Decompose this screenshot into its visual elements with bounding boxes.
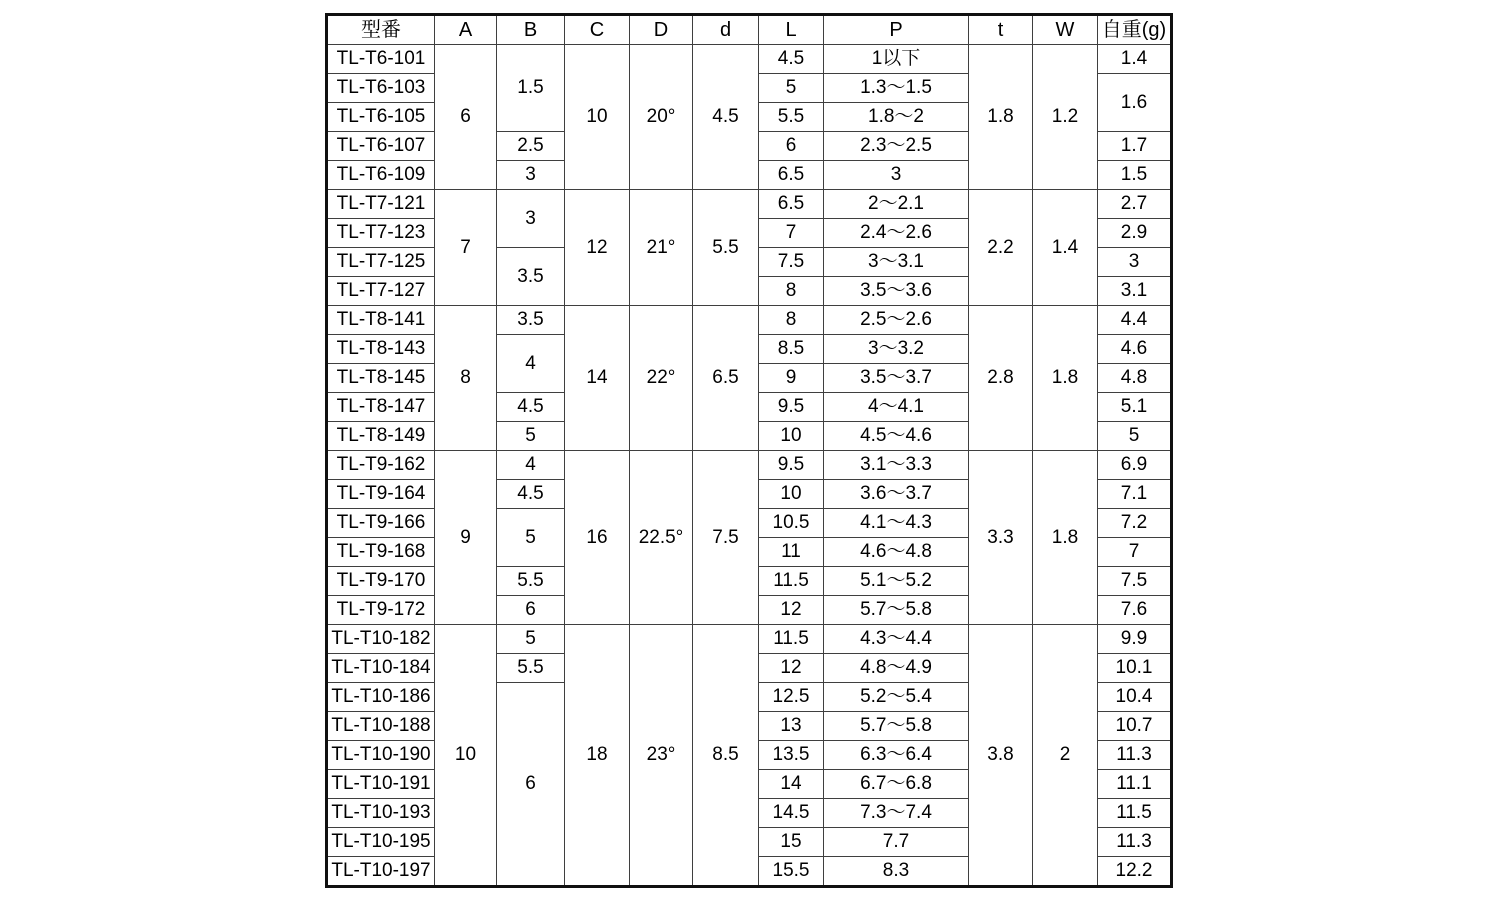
cell-W: 2 (1033, 625, 1098, 887)
cell-P: 1以下 (824, 45, 969, 74)
col-header-model: 型番 (327, 15, 435, 45)
cell-model: TL-T6-105 (327, 103, 435, 132)
cell-model: TL-T10-184 (327, 654, 435, 683)
cell-B: 4 (497, 335, 565, 393)
cell-model: TL-T6-103 (327, 74, 435, 103)
cell-weight: 5.1 (1098, 393, 1172, 422)
cell-B: 6 (497, 596, 565, 625)
cell-model: TL-T8-143 (327, 335, 435, 364)
cell-model: TL-T10-197 (327, 857, 435, 887)
cell-model: TL-T8-141 (327, 306, 435, 335)
cell-L: 7 (759, 219, 824, 248)
cell-B: 5.5 (497, 654, 565, 683)
cell-t: 2.2 (969, 190, 1033, 306)
cell-L: 11 (759, 538, 824, 567)
cell-t: 1.8 (969, 45, 1033, 190)
cell-P: 4.5～4.6 (824, 422, 969, 451)
table-row (327, 45, 1172, 74)
cell-model: TL-T7-127 (327, 277, 435, 306)
cell-L: 9.5 (759, 451, 824, 480)
cell-weight: 1.4 (1098, 45, 1172, 74)
cell-model: TL-T7-123 (327, 219, 435, 248)
cell-model: TL-T7-125 (327, 248, 435, 277)
cell-d: 6.5 (693, 306, 759, 451)
cell-W: 1.2 (1033, 45, 1098, 190)
col-header-D: D (630, 15, 693, 45)
cell-P: 4.3～4.4 (824, 625, 969, 654)
cell-P: 3 (824, 161, 969, 190)
cell-L: 5 (759, 74, 824, 103)
col-header-L: L (759, 15, 824, 45)
cell-P: 4.8～4.9 (824, 654, 969, 683)
cell-weight: 11.5 (1098, 799, 1172, 828)
cell-model: TL-T9-170 (327, 567, 435, 596)
cell-d: 8.5 (693, 625, 759, 887)
cell-B: 1.5 (497, 45, 565, 132)
table-header (327, 15, 1172, 45)
cell-P: 3.5～3.7 (824, 364, 969, 393)
cell-C: 16 (565, 451, 630, 625)
cell-L: 7.5 (759, 248, 824, 277)
cell-d: 4.5 (693, 45, 759, 190)
table-row (327, 451, 1172, 480)
cell-W: 1.8 (1033, 306, 1098, 451)
cell-D: 20° (630, 45, 693, 190)
cell-L: 6.5 (759, 190, 824, 219)
cell-weight: 7.1 (1098, 480, 1172, 509)
cell-model: TL-T6-109 (327, 161, 435, 190)
cell-P: 3.6～3.7 (824, 480, 969, 509)
cell-weight: 2.9 (1098, 219, 1172, 248)
cell-L: 6.5 (759, 161, 824, 190)
cell-weight: 11.1 (1098, 770, 1172, 799)
cell-model: TL-T10-186 (327, 683, 435, 712)
cell-P: 2.4～2.6 (824, 219, 969, 248)
cell-weight: 7 (1098, 538, 1172, 567)
cell-model: TL-T9-168 (327, 538, 435, 567)
cell-L: 14 (759, 770, 824, 799)
cell-P: 3～3.1 (824, 248, 969, 277)
cell-weight: 7.2 (1098, 509, 1172, 538)
cell-B: 5 (497, 625, 565, 654)
cell-P: 3～3.2 (824, 335, 969, 364)
cell-model: TL-T10-188 (327, 712, 435, 741)
cell-weight: 6.9 (1098, 451, 1172, 480)
spec-table (325, 13, 1173, 888)
cell-P: 4.6～4.8 (824, 538, 969, 567)
cell-weight: 3.1 (1098, 277, 1172, 306)
cell-P: 4.1～4.3 (824, 509, 969, 538)
col-header-weight: 自重(g) (1098, 15, 1172, 45)
cell-P: 4～4.1 (824, 393, 969, 422)
cell-L: 15 (759, 828, 824, 857)
cell-model: TL-T9-166 (327, 509, 435, 538)
cell-L: 10 (759, 480, 824, 509)
cell-weight: 1.6 (1098, 74, 1172, 132)
cell-weight: 7.6 (1098, 596, 1172, 625)
cell-B: 3.5 (497, 306, 565, 335)
cell-model: TL-T10-190 (327, 741, 435, 770)
cell-weight: 1.5 (1098, 161, 1172, 190)
col-header-W: W (1033, 15, 1098, 45)
cell-P: 8.3 (824, 857, 969, 887)
cell-weight: 9.9 (1098, 625, 1172, 654)
cell-model: TL-T10-182 (327, 625, 435, 654)
cell-D: 21° (630, 190, 693, 306)
cell-P: 5.7～5.8 (824, 712, 969, 741)
cell-D: 23° (630, 625, 693, 887)
cell-L: 13 (759, 712, 824, 741)
cell-L: 9.5 (759, 393, 824, 422)
cell-t: 3.3 (969, 451, 1033, 625)
cell-weight: 10.1 (1098, 654, 1172, 683)
cell-P: 3.5～3.6 (824, 277, 969, 306)
cell-L: 10 (759, 422, 824, 451)
cell-L: 11.5 (759, 567, 824, 596)
cell-P: 2.5～2.6 (824, 306, 969, 335)
cell-L: 6 (759, 132, 824, 161)
cell-L: 12 (759, 596, 824, 625)
cell-weight: 1.7 (1098, 132, 1172, 161)
cell-weight: 11.3 (1098, 741, 1172, 770)
cell-B: 4.5 (497, 393, 565, 422)
cell-B: 5 (497, 509, 565, 567)
cell-weight: 5 (1098, 422, 1172, 451)
cell-D: 22° (630, 306, 693, 451)
cell-A: 8 (435, 306, 497, 451)
cell-model: TL-T8-149 (327, 422, 435, 451)
cell-C: 12 (565, 190, 630, 306)
cell-model: TL-T10-193 (327, 799, 435, 828)
cell-L: 12.5 (759, 683, 824, 712)
cell-L: 13.5 (759, 741, 824, 770)
cell-model: TL-T8-145 (327, 364, 435, 393)
cell-A: 9 (435, 451, 497, 625)
cell-W: 1.4 (1033, 190, 1098, 306)
cell-weight: 2.7 (1098, 190, 1172, 219)
cell-weight: 7.5 (1098, 567, 1172, 596)
cell-P: 1.3～1.5 (824, 74, 969, 103)
cell-P: 6.7～6.8 (824, 770, 969, 799)
cell-weight: 10.4 (1098, 683, 1172, 712)
header-row (327, 15, 1172, 45)
cell-L: 12 (759, 654, 824, 683)
cell-model: TL-T7-121 (327, 190, 435, 219)
cell-B: 4.5 (497, 480, 565, 509)
cell-L: 8 (759, 306, 824, 335)
cell-P: 6.3～6.4 (824, 741, 969, 770)
cell-C: 10 (565, 45, 630, 190)
cell-B: 5.5 (497, 567, 565, 596)
cell-W: 1.8 (1033, 451, 1098, 625)
cell-A: 6 (435, 45, 497, 190)
cell-weight: 11.3 (1098, 828, 1172, 857)
table-row (327, 190, 1172, 219)
cell-P: 7.3～7.4 (824, 799, 969, 828)
cell-weight: 4.6 (1098, 335, 1172, 364)
cell-L: 8 (759, 277, 824, 306)
cell-B: 5 (497, 422, 565, 451)
col-header-B: B (497, 15, 565, 45)
col-header-C: C (565, 15, 630, 45)
col-header-A: A (435, 15, 497, 45)
cell-A: 10 (435, 625, 497, 887)
table-body (327, 45, 1172, 887)
cell-L: 11.5 (759, 625, 824, 654)
table-row (327, 306, 1172, 335)
cell-B: 6 (497, 683, 565, 887)
cell-weight: 3 (1098, 248, 1172, 277)
cell-P: 3.1～3.3 (824, 451, 969, 480)
cell-model: TL-T10-195 (327, 828, 435, 857)
cell-P: 5.1～5.2 (824, 567, 969, 596)
cell-P: 1.8～2 (824, 103, 969, 132)
cell-P: 5.2～5.4 (824, 683, 969, 712)
cell-model: TL-T6-107 (327, 132, 435, 161)
cell-L: 14.5 (759, 799, 824, 828)
cell-L: 4.5 (759, 45, 824, 74)
cell-C: 18 (565, 625, 630, 887)
col-header-t: t (969, 15, 1033, 45)
cell-A: 7 (435, 190, 497, 306)
cell-model: TL-T10-191 (327, 770, 435, 799)
cell-model: TL-T9-172 (327, 596, 435, 625)
col-header-P: P (824, 15, 969, 45)
cell-weight: 10.7 (1098, 712, 1172, 741)
cell-L: 5.5 (759, 103, 824, 132)
cell-t: 2.8 (969, 306, 1033, 451)
cell-P: 2.3～2.5 (824, 132, 969, 161)
cell-weight: 4.4 (1098, 306, 1172, 335)
cell-L: 9 (759, 364, 824, 393)
table-row (327, 625, 1172, 654)
cell-model: TL-T9-162 (327, 451, 435, 480)
cell-B: 3 (497, 190, 565, 248)
cell-L: 15.5 (759, 857, 824, 887)
cell-L: 8.5 (759, 335, 824, 364)
spec-table-container (325, 13, 1173, 888)
cell-t: 3.8 (969, 625, 1033, 887)
cell-d: 7.5 (693, 451, 759, 625)
cell-P: 5.7～5.8 (824, 596, 969, 625)
cell-D: 22.5° (630, 451, 693, 625)
cell-B: 3 (497, 161, 565, 190)
cell-model: TL-T6-101 (327, 45, 435, 74)
col-header-d: d (693, 15, 759, 45)
cell-C: 14 (565, 306, 630, 451)
cell-weight: 12.2 (1098, 857, 1172, 887)
cell-model: TL-T8-147 (327, 393, 435, 422)
cell-d: 5.5 (693, 190, 759, 306)
cell-P: 7.7 (824, 828, 969, 857)
cell-P: 2～2.1 (824, 190, 969, 219)
cell-B: 4 (497, 451, 565, 480)
cell-L: 10.5 (759, 509, 824, 538)
cell-B: 2.5 (497, 132, 565, 161)
cell-B: 3.5 (497, 248, 565, 306)
cell-weight: 4.8 (1098, 364, 1172, 393)
cell-model: TL-T9-164 (327, 480, 435, 509)
